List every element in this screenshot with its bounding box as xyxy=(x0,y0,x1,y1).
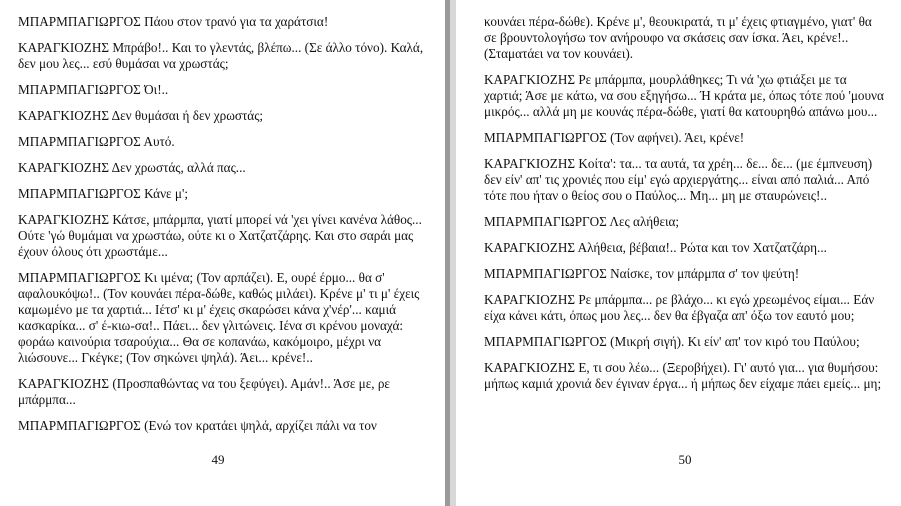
page-number: 50 xyxy=(678,452,692,467)
paragraph: ΚΑΡΑΓΚΙΟΖΗΣ Δεν χρωστάς, αλλά πας... xyxy=(18,160,246,175)
paragraph: ΚΑΡΑΓΚΙΟΖΗΣ Κοίτα': τα... τα αυτά, τα χρέη... δε... δε... (με έμπνευση) δεν είν' απ' τις χρονιές που είμ' εγώ αρχιεργάτης... είναι από παλιά... Από τότε που ήταν ο θείος σου ο Παύλος... Μη... μη με σταυρώνεις!.. xyxy=(484,156,873,203)
left-page xyxy=(0,0,445,506)
paragraph: ΚΑΡΑΓΚΙΟΖΗΣ (Προσπαθώντας να του ξεφύγει). Αμάν!.. Άσε με, ρε μπάρμπα... xyxy=(18,376,390,407)
paragraph: ΚΑΡΑΓΚΙΟΖΗΣ Ε, τι σου λέω... (Ξεροβήχει). Γι' αυτό για... για θυμήσου: μήπως καμιά χρονιά δεν έγιναν έργα... ή μήπως δεν είχαμε πάει εμείς... μη; xyxy=(484,360,882,391)
paragraph: ΚΑΡΑΓΚΙΟΖΗΣ Ρε μπάρμπα, μουρλάθηκες; Τι νά 'χω φτιάξει με τα χαρτιά; Άσε με κάτω, να σου εξηγήσω... Ή κράτα με, όπως τότε πού 'μουνα μικρός... αλλά μη με κουνάς πέρα-δώθε, γιατί θα κατουρηθώ απάνω μου... xyxy=(484,72,884,119)
paragraph: ΜΠΑΡΜΠΑΓΙΩΡΓΟΣ (Τον αφήνει). Άει, κρένε! xyxy=(484,130,745,145)
paragraph: ΜΠΑΡΜΠΑΓΙΩΡΓΟΣ Όι!.. xyxy=(18,82,169,97)
paragraph: ΜΠΑΡΜΠΑΓΙΩΡΓΟΣ (Μικρή σιγή). Κι είν' απ' τον κιρό του Παύλου; xyxy=(484,334,860,349)
paragraph: ΚΑΡΑΓΚΙΟΖΗΣ Αλήθεια, βέβαια!.. Ρώτα και τον Χατζατζάρη... xyxy=(484,240,827,255)
paragraph: ΜΠΑΡΜΠΑΓΙΩΡΓΟΣ Ναίσκε, τον μπάρμπα σ' τον ψεύτη! xyxy=(484,266,800,281)
paragraph: κουνάει πέρα-δώθε). Κρένε μ', θεουκιρατά, τι μ' έχεις φτιαγμένο, γιατ' θα σε βρουντολογήσω τον ανήρουφο να σκάσεις σαν ίσκα. Άει, κρένε!.. (Σταματάει να τον κουνάει). xyxy=(484,14,872,61)
paragraph: ΜΠΑΡΜΠΑΓΙΩΡΓΟΣ Κι ιμένα; (Τον αρπάζει). Ε, ουρέ έρμο... θα σ' αφαλουκόψω!.. (Τον κουνάει πέρα-δώθε, καθώς μιλάει). Κρένε μ' τι μ' έχεις καμωμένο με τα χαρτιά... Ιέτσ' κι μ' έχεις σκαρώσει κάνα χ'νέρ'... καμιά κασκαρίκα... σ' έ-κιω-σα!.. Πάει... δεν γλιτώνεις. Ιένα σι κρένου μοναχά: φοράω καινούρια τσαρούχια... Θα σε κοπανάω, κακόμοιρο, μέχρι να λιώσουνε... Γκέγκε; (Τον σηκώνει ψηλά). Άει... κρένε!.. xyxy=(18,270,420,365)
page-number: 49 xyxy=(211,452,225,467)
paragraph: ΜΠΑΡΜΠΑΓΙΩΡΓΟΣ Πάου στον τρανό για τα χαράτσια! xyxy=(18,14,329,29)
paragraph: ΜΠΑΡΜΠΑΓΙΩΡΓΟΣ Κάνε μ'; xyxy=(18,186,189,201)
right-page xyxy=(456,0,901,506)
paragraph: ΜΠΑΡΜΠΑΓΙΩΡΓΟΣ Λες αλήθεια; xyxy=(484,214,680,229)
paragraph: ΚΑΡΑΓΚΙΟΖΗΣ Κάτσε, μπάρμπα, γιατί μπορεί νά 'χει γίνει κανένα λάθος... Ούτε 'γώ θυμάμαι να χρωστάω, ούτε κι ο Χατζατζάρης. Και στο σαράι μας έχουν όλους ότι χρωστάμε... xyxy=(18,212,422,259)
paragraph: ΚΑΡΑΓΚΙΟΖΗΣ Ρε μπάρμπα... ρε βλάχο... κι εγώ χρεωμένος είμαι... Εάν είχα κάνει κάτι, όπως μου λες... δεν θα έβγαζα απ' όξω τον εαυτό μου; xyxy=(484,292,875,323)
paragraph: ΜΠΑΡΜΠΑΓΙΩΡΓΟΣ Αυτό. xyxy=(18,134,175,149)
paragraph: ΜΠΑΡΜΠΑΓΙΩΡΓΟΣ (Ενώ τον κρατάει ψηλά, αρχίζει πάλι να τον xyxy=(18,418,377,433)
paragraph: ΚΑΡΑΓΚΙΟΖΗΣ Μπράβο!.. Και το γλεντάς, βλέπω... (Σε άλλο τόνο). Καλά, δεν μου λες... εσύ θυμάσαι να χρωστάς; xyxy=(18,40,424,71)
paragraph: ΚΑΡΑΓΚΙΟΖΗΣ Δεν θυμάσαι ή δεν χρωστάς; xyxy=(18,108,264,123)
